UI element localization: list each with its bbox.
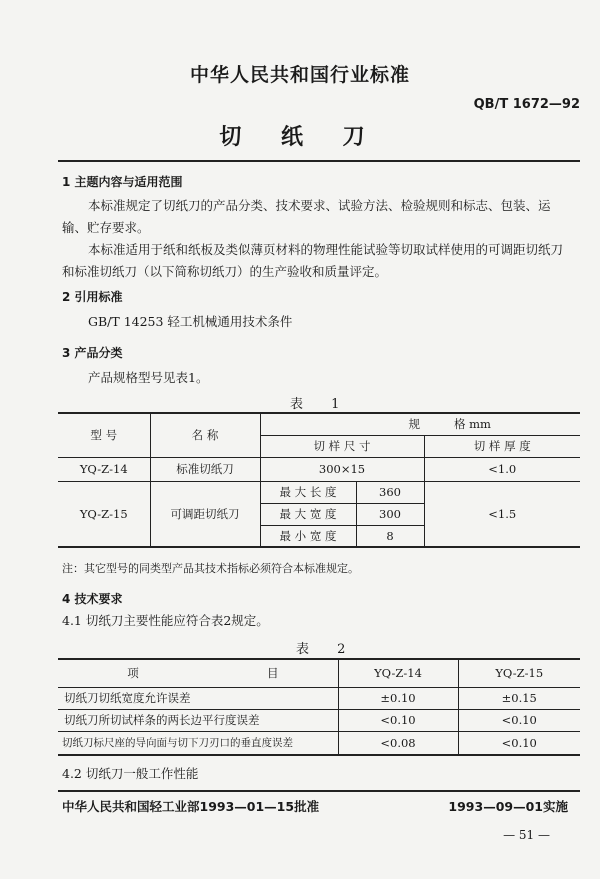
page-number: — 51 — — [503, 828, 550, 842]
standard-code: QB/T 1672—92 — [473, 97, 580, 112]
table-2-cell-col-2: <0.10 — [458, 709, 580, 731]
table-1-cell-size: 300×15 — [260, 457, 424, 481]
table-row — [58, 709, 580, 731]
table-2-caption: 表 2 — [296, 642, 358, 657]
standard-organization-heading: 中华人民共和国行业标准 — [189, 64, 410, 86]
table-row — [58, 481, 580, 503]
table-1-cell-name: 可调距切纸刀 — [150, 481, 260, 547]
document-title: 切 纸 刀 — [219, 124, 381, 150]
table-2-cell-col-1: <0.08 — [338, 731, 458, 755]
table-row — [58, 731, 580, 755]
table-2-cell-item: 切纸刀标尺座的导向面与切下刀刃口的垂直度误差 — [58, 731, 338, 755]
table-1-header-name: 名 称 — [150, 413, 260, 457]
section-3-text: 产品规格型号见表1。 — [88, 370, 209, 385]
section-4-heading: 4 技术要求 — [62, 592, 123, 606]
section-2-heading: 2 引用标准 — [62, 290, 123, 304]
section-4-1-text: 4.1 切纸刀主要性能应符合表2规定。 — [62, 613, 269, 628]
section-1-paragraph-1-line-1: 本标准规定了切纸刀的产品分类、技术要求、试验方法、检验规则和标志、包装、运 — [88, 198, 551, 213]
table-1-cell-model: YQ-Z-14 — [58, 457, 150, 481]
table-1-header-sample-size: 切 样 尺 寸 — [260, 435, 424, 457]
table-1-cell-thickness: <1.5 — [424, 481, 580, 547]
table-2-header-col-1: YQ-Z-14 — [338, 659, 458, 687]
table-row — [58, 687, 580, 709]
table-1-cell-param-label: 最 大 长 度 — [260, 481, 356, 503]
footer-divider — [58, 790, 580, 792]
table-1-cell-param-value: 300 — [356, 503, 424, 525]
section-4-2-text: 4.2 切纸刀一般工作性能 — [62, 766, 199, 781]
table-1-note: 注：其它型号的同类型产品其技术指标必须符合本标准规定。 — [62, 562, 359, 575]
table-2-cell-col-2: <0.10 — [458, 731, 580, 755]
table-2 — [58, 658, 580, 756]
table-2-cell-item: 切纸刀所切试样条的两长边平行度误差 — [58, 709, 338, 731]
table-2-cell-col-2: ±0.15 — [458, 687, 580, 709]
section-1-paragraph-1-line-2: 输、贮存要求。 — [62, 220, 150, 235]
section-1-paragraph-2-line-1: 本标准适用于纸和纸板及类似薄页材料的物理性能试验等切取试样使用的可调距切纸刀 — [88, 242, 564, 257]
table-2-cell-col-1: ±0.10 — [338, 687, 458, 709]
table-1-cell-thickness: <1.0 — [424, 457, 580, 481]
table-1-cell-param-value: 360 — [356, 481, 424, 503]
table-1-caption: 表 1 — [290, 397, 352, 412]
table-row — [58, 457, 580, 481]
table-2-header-item-2: 目 — [208, 659, 338, 687]
table-1 — [58, 412, 580, 548]
table-1-cell-param-label: 最 大 宽 度 — [260, 503, 356, 525]
section-3-heading: 3 产品分类 — [62, 346, 123, 360]
table-2-cell-item: 切纸刀切纸宽度允许误差 — [58, 687, 338, 709]
table-1-header-sample-thickness: 切 样 厚 度 — [424, 435, 580, 457]
title-divider — [58, 160, 580, 162]
effective-date: 1993—09—01实施 — [448, 799, 568, 814]
table-1-cell-model: YQ-Z-15 — [58, 481, 150, 547]
table-1-cell-name: 标准切纸刀 — [150, 457, 260, 481]
table-1-cell-param-value: 8 — [356, 525, 424, 547]
table-2-cell-col-1: <0.10 — [338, 709, 458, 731]
table-1-header-spec: 规 — [260, 413, 424, 435]
table-2-header-item: 项 — [58, 659, 208, 687]
table-1-header-spec-unit: 格 mm — [424, 413, 580, 435]
approval-statement: 中华人民共和国轻工业部1993—01—15批准 — [62, 799, 320, 814]
table-1-cell-param-label: 最 小 宽 度 — [260, 525, 356, 547]
table-2-header-col-2: YQ-Z-15 — [458, 659, 580, 687]
section-1-paragraph-2-line-2: 和标准切纸刀（以下简称切纸刀）的生产验收和质量评定。 — [62, 264, 388, 279]
section-2-reference: GB/T 14253 轻工机械通用技术条件 — [88, 314, 293, 329]
table-1-header-model: 型 号 — [58, 413, 150, 457]
section-1-heading: 1 主题内容与适用范围 — [62, 175, 183, 189]
